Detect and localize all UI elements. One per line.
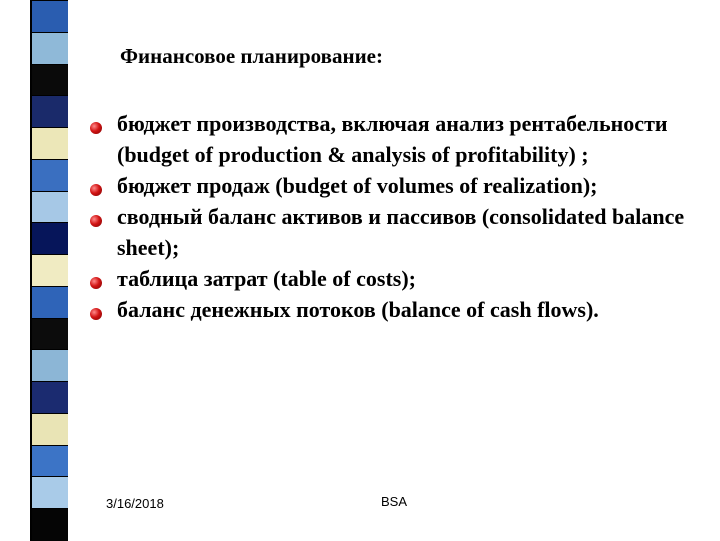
stripe-segment xyxy=(30,127,68,160)
stripe-segment xyxy=(30,254,68,287)
stripe-segment xyxy=(30,476,68,509)
bullet-item xyxy=(90,294,690,325)
bullet-item xyxy=(90,201,690,263)
bullet-text: бюджет производства, включая анализ рентабельности (budget of production & analysis of profitability) ; xyxy=(117,111,668,167)
bullet-icon xyxy=(90,277,102,289)
stripe-segment xyxy=(30,191,68,224)
bullet-item xyxy=(90,263,690,294)
stripe-segment xyxy=(30,222,68,255)
stripe-edge xyxy=(30,0,32,540)
slide-title: Финансовое планирование: xyxy=(120,44,383,68)
footer-date: 3/16/2018 xyxy=(106,496,164,511)
stripe-segment xyxy=(30,32,68,65)
stripe-segment xyxy=(30,349,68,382)
stripe-segment xyxy=(30,318,68,351)
bullet-icon xyxy=(90,215,102,227)
bullet-text: бюджет продаж (budget of volumes of realization); xyxy=(117,173,598,198)
bullet-icon xyxy=(90,308,102,320)
footer-center-text: BSA xyxy=(381,494,408,509)
bullet-icon xyxy=(90,122,102,134)
bullet-text: таблица затрат (table of costs); xyxy=(117,266,416,291)
bullet-text: сводный баланс активов и пассивов (consolidated balance sheet); xyxy=(117,204,685,260)
stripe-segment xyxy=(30,381,68,414)
stripe-segment xyxy=(30,159,68,192)
stripe-segment xyxy=(30,286,68,319)
stripe-segment xyxy=(30,95,68,128)
stripe-segment xyxy=(30,445,68,478)
bullet-list xyxy=(90,108,690,325)
bullet-item xyxy=(90,108,690,170)
stripe-segment xyxy=(30,413,68,446)
stripe-segment xyxy=(30,64,68,97)
stripe-segment xyxy=(30,0,68,33)
bullet-icon xyxy=(90,184,102,196)
bullet-text: баланс денежных потоков (balance of cash flows). xyxy=(117,297,599,322)
bullet-item xyxy=(90,170,690,201)
stripe-segment xyxy=(30,508,68,541)
decorative-stripe xyxy=(30,0,68,540)
